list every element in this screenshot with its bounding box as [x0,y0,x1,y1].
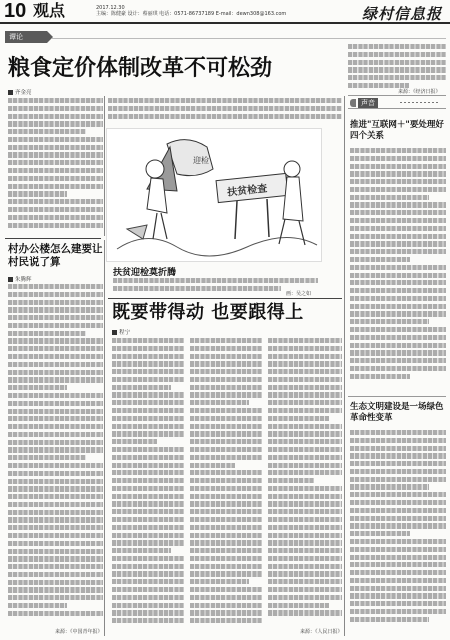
cartoon-author: 画：吴之如 [286,291,312,297]
cartoon-drawing [107,129,323,263]
column-divider [344,96,345,636]
cartoon-illustration [106,128,322,262]
cartoon-sub-text: 迎检 [193,156,209,165]
issue-date: 2017.12.30 [96,5,125,11]
column-divider [104,96,105,236]
byline-mark-icon [8,277,13,282]
left-article-byline [8,275,32,283]
center-article-source: 来源：《人民日报》 [300,629,343,635]
voice-item2-body [350,430,446,626]
page-number: 10 [4,0,27,22]
section-name: 观点 [33,1,66,20]
article-divider [108,298,342,299]
article-divider [5,238,101,239]
voice-label: 声音 [358,98,378,108]
masthead [0,0,450,24]
cartoon-sign-text: 扶贫检查 [226,183,268,199]
left-article-source: 来源：《中国青年报》 [55,629,103,635]
lead-headline: 粮食定价体制改革不可松劲 [8,56,273,81]
article-divider [348,396,446,397]
left-article-title: 村办公楼怎么建要让村民说了算 [8,243,103,268]
byline-mark-icon [8,90,13,95]
topic-tag: 谭论 [5,31,47,43]
lead-source: 来源：《经济日报》 [398,89,441,95]
paper-logo: 绿村信息报 [361,5,442,23]
voice-item1-title: 推进"互联网＋"要处理好四个关系 [350,120,444,141]
lead-byline [8,88,32,96]
voice-item1-body [350,148,446,380]
center-col-2 [190,338,262,628]
editor-line: 主编：陈健豪 设计：蔡丽琪 电话：0571-86737189 E-mail：dewn308@163.com [96,11,287,17]
lead-column-1 [8,98,103,238]
center-col-1 [112,338,184,628]
lead-text-top [108,98,342,126]
cartoon-caption: 扶贫迎检莫折腾 [113,268,177,278]
center-byline [112,328,130,336]
center-col-3 [268,338,342,628]
left-article-body [8,284,103,624]
voice-column-header [348,95,446,109]
lead-byline-text: 齐金亮 [15,90,32,96]
column-divider [104,240,105,636]
byline-mark-icon [112,330,117,335]
voice-item2-title: 生态文明建设是一场绿色革命性变革 [350,402,444,423]
center-byline-text: 程宁 [119,330,131,336]
masthead-info [96,5,286,17]
center-headline: 既要带得动 也要跟得上 [112,302,304,323]
left-byline-text: 朱腾辉 [15,277,32,283]
lead-column-right [348,44,446,90]
tag-rule [52,38,446,39]
